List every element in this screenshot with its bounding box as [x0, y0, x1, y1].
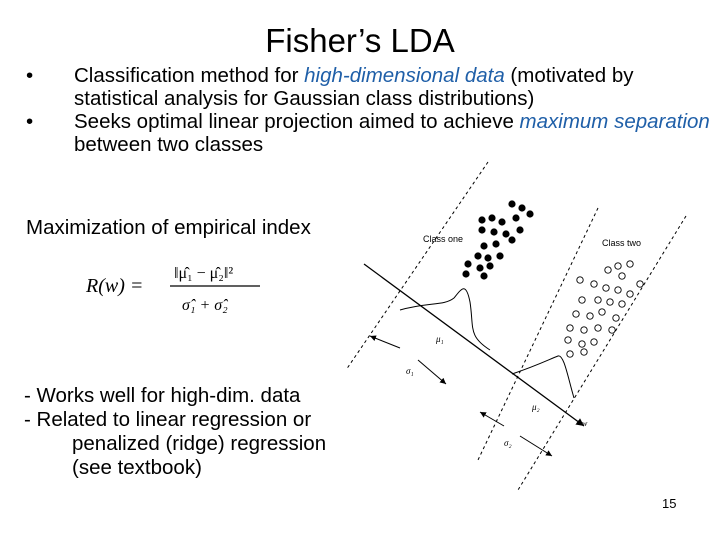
bullet-highlight: maximum separation [519, 110, 710, 133]
class-two-point [609, 327, 615, 333]
class-one-point [476, 264, 483, 271]
bullet-text-pre: Seeks optimal linear projection aimed to achieve [74, 110, 520, 133]
class-one-point [488, 214, 495, 221]
class-two-point [615, 263, 621, 269]
class-one-point [498, 218, 505, 225]
class-two-point [567, 325, 573, 331]
gaussian-curve-1 [400, 289, 490, 350]
class-two-points [565, 261, 643, 357]
bullet-item-1 [22, 64, 712, 110]
sigma2-arrow-right [520, 436, 552, 456]
class-two-point [591, 281, 597, 287]
page-number: 15 [662, 496, 677, 511]
class-two-label: Class two [602, 238, 642, 248]
slide-title: Fisher’s LDA [265, 22, 455, 59]
class-two-point [587, 313, 593, 319]
maximization-text: Maximization of empirical index [26, 216, 311, 239]
class-two-point [579, 341, 585, 347]
class-one-point [516, 226, 523, 233]
class-one-point [512, 214, 519, 221]
class-one-point [480, 242, 487, 249]
bullet-text-pre: Classification method for [74, 64, 305, 87]
class-two-point [613, 315, 619, 321]
sigma1-label: σ₁ [406, 366, 414, 376]
bullet-text-post: (motivated by statistical analysis for Gaussian class distributions) [74, 64, 634, 110]
fisher-criterion-formula [82, 246, 272, 326]
sigma1-arrow-right [418, 360, 446, 384]
notes-list [24, 384, 326, 480]
note-line-3: penalized (ridge) regression [72, 432, 327, 455]
class-two-point [573, 311, 579, 317]
note-line-4: (see textbook) [72, 456, 202, 479]
class-one-point [474, 252, 481, 259]
class-two-point [619, 301, 625, 307]
class-one-point [464, 260, 471, 267]
class-one-point [496, 252, 503, 259]
mu1-label: μ₁ [436, 334, 444, 344]
note-line-1: - Works well for high-dim. data [24, 384, 301, 407]
lda-projection-figure [336, 160, 720, 500]
bullet-list [22, 64, 712, 156]
class-one-point [478, 216, 485, 223]
bullet-item-2 [22, 110, 712, 156]
gaussian-curve-2 [512, 356, 574, 398]
class-one-point [526, 210, 533, 217]
class-one-point [478, 226, 485, 233]
note-line-2: - Related to linear regression or [24, 408, 312, 431]
class-one-point [508, 200, 515, 207]
class-two-point [599, 309, 605, 315]
class-two-point [595, 325, 601, 331]
class-one-point [508, 236, 515, 243]
formula-denominator: σ̂₁ + σ̂₂ [182, 297, 228, 314]
class-one-point [486, 262, 493, 269]
class-two-point [603, 285, 609, 291]
sigma1-arrow-left [370, 336, 400, 348]
class-one-point [492, 240, 499, 247]
class-two-point [607, 299, 613, 305]
class-two-point [595, 297, 601, 303]
class-one-point [502, 230, 509, 237]
class-one-points [462, 200, 533, 279]
class-one-label: Class one [423, 234, 464, 244]
dashed-boundary-line-3 [518, 216, 686, 490]
sigma2-label: σ₂ [504, 438, 512, 448]
bullet-marker: • [26, 64, 34, 87]
class-two-point [577, 277, 583, 283]
w-label: w [582, 419, 588, 428]
class-two-point [581, 327, 587, 333]
class-two-point [567, 351, 573, 357]
class-two-point [605, 267, 611, 273]
class-one-point [490, 228, 497, 235]
class-one-point [518, 204, 525, 211]
class-one-point [480, 272, 487, 279]
class-two-point [615, 287, 621, 293]
bullet-marker: • [26, 110, 34, 133]
class-one-point [484, 254, 491, 261]
bullet-highlight: high-dimensional data [304, 64, 505, 87]
bullet-text-post: between two classes [74, 133, 264, 156]
formula-numerator: ‖μ̂₁ − μ̂₂‖² [174, 265, 234, 282]
class-two-point [637, 281, 643, 287]
projection-axis-w [364, 264, 584, 426]
class-two-point [627, 261, 633, 267]
mu2-label: μ₂ [532, 402, 540, 412]
class-two-point [591, 339, 597, 345]
class-two-point [565, 337, 571, 343]
class-two-point [619, 273, 625, 279]
class-one-point [462, 270, 469, 277]
class-two-point [627, 291, 633, 297]
formula-lhs: R(w) = [86, 275, 144, 297]
class-two-point [579, 297, 585, 303]
class-two-point [581, 349, 587, 355]
